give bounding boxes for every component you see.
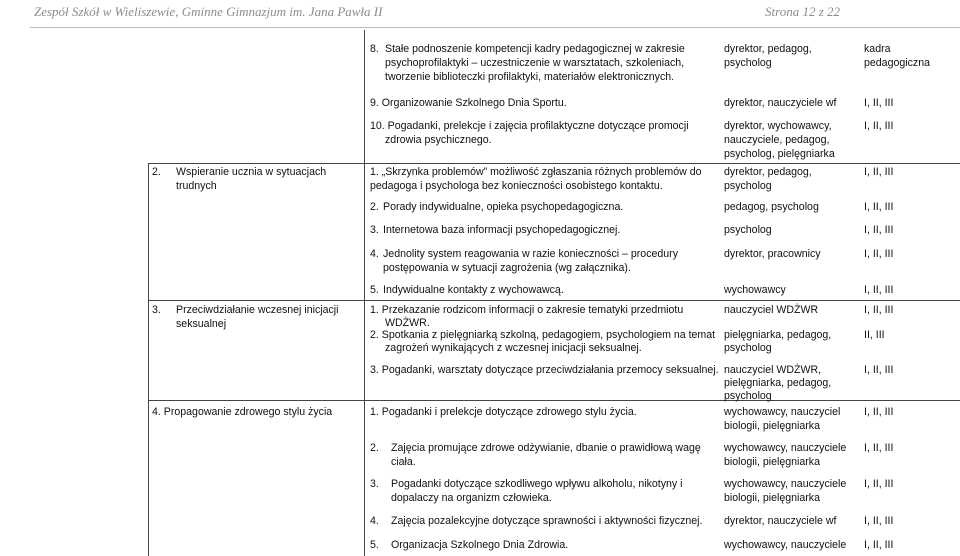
task-text: ciała. — [391, 456, 416, 468]
row-number: 3. — [370, 224, 379, 236]
target-text: I, II, III — [864, 201, 894, 213]
goal-number: 3. — [152, 304, 161, 316]
responsible-text: biologii, pielęgniarka — [724, 456, 820, 468]
task-text: postępowania w sytuacji zagrożenia (wg załącznika). — [383, 262, 631, 274]
target-text: I, II, III — [864, 539, 894, 551]
responsible-text: wychowawcy, nauczyciele — [724, 539, 847, 551]
target-text: I, II, III — [864, 166, 894, 178]
row-number: 4. — [370, 515, 379, 527]
task-text: WDŻWR. — [385, 317, 430, 329]
target-text: I, II, III — [864, 120, 894, 132]
goal-text: trudnych — [176, 180, 217, 192]
task-text: Jednolity system reagowania w razie konieczności – procedury — [383, 248, 679, 260]
task-text: pedagoga i psychologa bez konieczności osobistego kontaktu. — [370, 180, 663, 192]
goal-number: 2. — [152, 166, 161, 178]
target-text: I, II, III — [864, 515, 894, 527]
task-text: 1. Pogadanki i prelekcje dotyczące zdrowego stylu życia. — [370, 406, 637, 418]
target-text: I, II, III — [864, 304, 894, 316]
responsible-text: biologii, pielęgniarka — [724, 420, 820, 432]
responsible-text: wychowawcy — [724, 284, 786, 296]
page-header — [0, 0, 960, 30]
responsible-text: dyrektor, nauczyciele wf — [724, 97, 837, 109]
responsible-text: nauczyciel WDŻWR, — [724, 364, 822, 376]
target-text: II, III — [864, 329, 885, 341]
target-text: I, II, III — [864, 442, 894, 454]
responsible-text: nauczyciel WDŻWR — [724, 304, 819, 316]
column-divider-goal — [364, 30, 365, 556]
task-text: 1. Przekazanie rodzicom informacji o zakresie tematyki przedmiotu — [370, 304, 684, 316]
task-text: tworzenie biblioteczki profilaktyki, materiałów elektronicznych. — [385, 71, 675, 83]
responsible-text: psycholog — [724, 224, 772, 236]
target-text: I, II, III — [864, 97, 894, 109]
responsible-text: dyrektor, pedagog, — [724, 166, 812, 178]
task-text: Organizacja Szkolnego Dnia Zdrowia. — [391, 539, 569, 551]
task-text: dopalaczy na organizm człowieka. — [391, 492, 552, 504]
task-text: Internetowa baza informacji psychopedagogicznej. — [383, 224, 621, 236]
task-text: zagrożeń wynikających z wczesnej inicjacji seksualnej. — [385, 342, 642, 354]
header-rule — [30, 27, 960, 28]
target-text: I, II, III — [864, 478, 894, 490]
target-text: I, II, III — [864, 406, 894, 418]
responsible-text: wychowawcy, nauczyciel — [724, 406, 841, 418]
responsible-text: psycholog — [724, 180, 772, 192]
goal-text: Wspieranie ucznia w sytuacjach — [176, 166, 327, 178]
responsible-text: dyrektor, nauczyciele wf — [724, 515, 837, 527]
target-text: I, II, III — [864, 248, 894, 260]
target-text: I, II, III — [864, 364, 894, 376]
responsible-text: dyrektor, pedagog, — [724, 43, 812, 55]
goal-text: 4. Propagowanie zdrowego stylu życia — [152, 406, 333, 418]
task-text: Pogadanki dotyczące szkodliwego wpływu alkoholu, nikotyny i — [391, 478, 683, 490]
row-number: 3. — [370, 478, 379, 490]
row-number: 2. — [370, 442, 379, 454]
column-divider-left — [148, 163, 149, 556]
header-page-number: Strona 12 z 22 — [765, 4, 840, 19]
responsible-text: wychowawcy, nauczyciele — [724, 478, 847, 490]
task-text: Zajęcia pozalekcyjne dotyczące sprawności i aktywności fizycznej. — [391, 515, 703, 527]
responsible-text: psycholog — [724, 390, 772, 402]
responsible-text: psycholog — [724, 342, 772, 354]
task-text: 3. Pogadanki, warsztaty dotyczące przeciwdziałania przemocy seksualnej. — [370, 364, 719, 376]
section-divider-4 — [148, 400, 960, 401]
target-text: kadra — [864, 43, 891, 55]
task-text: 9. Organizowanie Szkolnego Dnia Sportu. — [370, 97, 567, 109]
section-divider-3 — [148, 300, 960, 301]
target-text: I, II, III — [864, 284, 894, 296]
row-number: 5. — [370, 539, 379, 551]
header-school-name: Zespół Szkół w Wieliszewie, Gminne Gimnazjum im. Jana Pawła II — [34, 4, 383, 19]
responsible-text: psycholog — [724, 57, 772, 69]
target-text: pedagogiczna — [864, 57, 930, 69]
row-number: 2. — [370, 201, 379, 213]
responsible-text: biologii, pielęgniarka — [724, 492, 820, 504]
responsible-text: nauczyciele, pedagog, — [724, 134, 830, 146]
goal-text: Przeciwdziałanie wczesnej inicjacji — [176, 304, 339, 316]
row-number: 8. — [370, 43, 379, 55]
responsible-text: dyrektor, wychowawcy, — [724, 120, 832, 132]
task-text: 1. „Skrzynka problemów” możliwość zgłaszania różnych problemów do — [370, 166, 702, 178]
task-text: psychoprofilaktyki – uczestniczenie w warsztatach, szkoleniach, — [385, 57, 685, 69]
task-text: Zajęcia promujące zdrowe odżywianie, dbanie o prawidłową wagę — [391, 442, 701, 454]
row-number: 5. — [370, 284, 379, 296]
section-divider-2 — [148, 163, 960, 164]
goal-text: seksualnej — [176, 318, 227, 330]
task-text: Indywidualne kontakty z wychowawcą. — [383, 284, 564, 296]
responsible-text: pedagog, psycholog — [724, 201, 819, 213]
target-text: I, II, III — [864, 224, 894, 236]
responsible-text: psycholog, pielęgniarka — [724, 148, 835, 160]
responsible-text: wychowawcy, nauczyciele — [724, 442, 847, 454]
row-number: 4. — [370, 248, 379, 260]
task-text: zdrowia psychicznego. — [385, 134, 492, 146]
task-text: 10. Pogadanki, prelekcje i zajęcia profilaktyczne dotyczące promocji — [370, 120, 689, 132]
task-text: Porady indywidualne, opieka psychopedagogiczna. — [383, 201, 624, 213]
responsible-text: pielęgniarka, pedagog, — [724, 377, 832, 389]
task-text: 2. Spotkania z pielęgniarką szkolną, pedagogiem, psychologiem na temat — [370, 329, 716, 341]
responsible-text: pielęgniarka, pedagog, — [724, 329, 832, 341]
task-text: Stałe podnoszenie kompetencji kadry pedagogicznej w zakresie — [385, 43, 685, 55]
responsible-text: dyrektor, pracownicy — [724, 248, 821, 260]
